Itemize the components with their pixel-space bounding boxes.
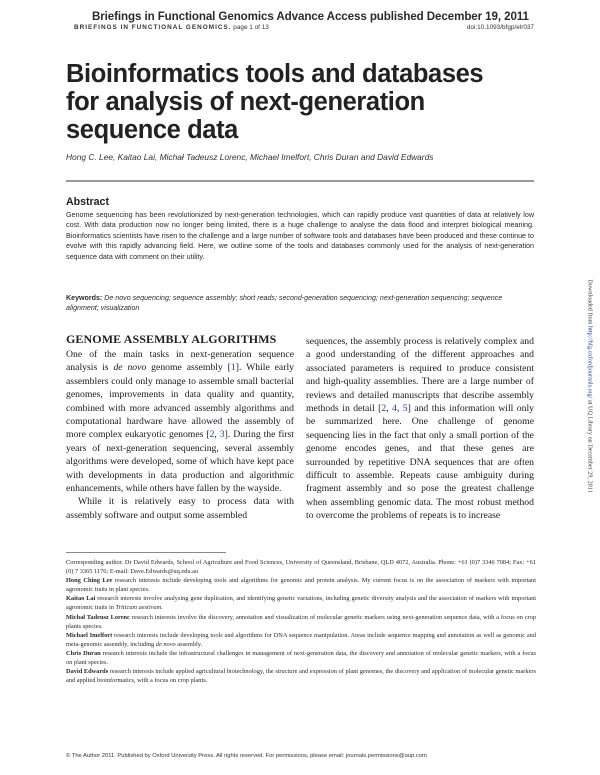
body-column-right (306, 335, 534, 523)
keywords-text: De novo sequencing; sequence assembly; short reads; second-generation sequencing; next-generation sequencing; sequence alignment; visualization (66, 294, 503, 313)
author-bio: Chris Duran research interests include the infrastructural challenges in management of next-generation data, the discovery and annotation of molecular genetic markers, with a focus on plant species. (66, 649, 536, 667)
download-notice: Downloaded from http://bfg.oxfordjournals.org/ at UQ Library on December 29, 2011 (586, 279, 594, 493)
download-link[interactable]: http://bfg.oxfordjournals.org/ (586, 326, 594, 399)
title-divider (66, 180, 534, 182)
author-bio: Michael Imelfort research interests include developing tools and algorithms for DNA sequence manipulation. Areas include sequence mapping and annotation as well as genomic and meta-genomic assembly, including de novo assembly. (66, 631, 536, 648)
citation-link[interactable]: 2 (381, 403, 387, 415)
doi-text[interactable]: doi:10.1093/bfgp/elr037 (466, 24, 534, 31)
body-paragraph: sequences, the assembly process is relatively complex and a good understanding of the different approaches and associated parameters is required to produce consistent and high-quality assemblies. There are a large number of reviews and detailed manuscripts that describe assembly methods in detail [2, 4, 5] and this information will only be summarized here. One challenge of genome sequencing lies in the fact that only a small portion of the genome encodes genes, and that these genes are surrounded by repetitive DNA sequences that are often difficult to assemble. Repeats cause ambiguity during fragment assembly and so pose the greatest challenge when assembling genomic data. The most robust method to overcome the problems of repeats is to increase (306, 336, 535, 522)
abstract-heading: Abstract (66, 196, 109, 208)
keywords-label: Keywords: (66, 294, 103, 302)
author-bio: David Edwards research interests include applied agricultural biotechnology, the structure and expression of plant genomes, the discovery and application of molecular genetic markers and applied bioinformatics, with a focus on crop plants. (66, 668, 536, 685)
copyright-line: © The Author 2011. Published by Oxford University Press. All rights reserved. For permissions, please email: journals.permissions@oup.com (66, 753, 427, 759)
running-header (74, 24, 534, 31)
author-list: Hong C. Lee, Kaitao Lai, Michał Tadeusz Lorenc, Michael Imelfort, Chris Duran and David Edwards (66, 152, 434, 162)
abstract-text: Genome sequencing has been revolutionized by next-generation technologies, which can rapidly produce vast quantities of data at relatively low cost. With data production now no longer being limited, there is a huge challenge to analyse the data flood and interpret biological meaning. Bioinformatics scientists have risen to the challenge and a large number of software tools and databases have been produced and these continue to evolve with this rapidly advancing field. Here, we outline some of the tools and databases commonly used for the analysis of next-generation sequence data with comment on their utility. (66, 211, 534, 261)
body-paragraph: One of the main tasks in next-generation sequence analysis is de novo genome assembly [1]. While early assemblers could only manage to assemble small bacterial genomes, improvements in data quality and quantity, combined with more advanced assembly algorithms and computational hardware have allowed the assembly of more complex eukaryotic genomes [2, 3]. During the first years of next-generation sequencing, several assembly algorithms were developed, some of which have kept pace with developments in data production and algorithmic enhancements, while others have fallen by the wayside. (66, 349, 294, 495)
citation-link[interactable]: 3 (219, 429, 225, 441)
citation-link[interactable]: 4 (392, 403, 397, 415)
citation-link[interactable]: 2 (209, 429, 215, 441)
body-column-left (66, 348, 294, 522)
footnote-divider (66, 552, 226, 553)
author-bio: Kaitao Lai research interests involve analysing gene duplication, and identifying genetic variations, including genetic diversity analysis and the association of markers with important agronomic traits in Triticum aestivum. (66, 595, 537, 612)
body-paragraph: While it is relatively easy to process data with assembly software and output some assembled (66, 496, 294, 521)
journal-name: BRIEFINGS IN FUNCTIONAL GENOMICS. (74, 24, 232, 31)
footnotes (66, 558, 536, 685)
page-indicator: page 1 of 13 (231, 24, 269, 31)
author-bio: Michał Tadeusz Lorenc research interests involve the discovery, annotation and visualization of molecular genetic markers using next-generation sequence data, with a focus on crop plants species. (66, 613, 537, 630)
article-title: Bioinformatics tools and databases for analysis of next-generation sequence data (66, 60, 484, 144)
correspondence-note: Corresponding author. Dr David Edwards, School of Agriculture and Food Sciences, University of Queensland, Brisbane, QLD 4072, Australia. Phone: +61 (0)7 3346 7084; Fax: +61 (0) 7 3365 1176; E-mail: Dave.Edwards@uq.edu.au (66, 559, 536, 576)
advance-access-banner: Briefings in Functional Genomics Advance Access published December 19, 2011 (92, 10, 529, 23)
citation-link[interactable]: 5 (402, 403, 408, 415)
section-heading: GENOME ASSEMBLY ALGORITHMS (66, 332, 277, 346)
citation-link[interactable]: 1 (230, 362, 236, 374)
keywords (66, 293, 534, 314)
author-bio: Hong Ching Lee research interests include developing tools and algorithms for genomic and protein analysis. My current focus is on the association of markers with important agronomic traits in plant species. (66, 577, 536, 594)
